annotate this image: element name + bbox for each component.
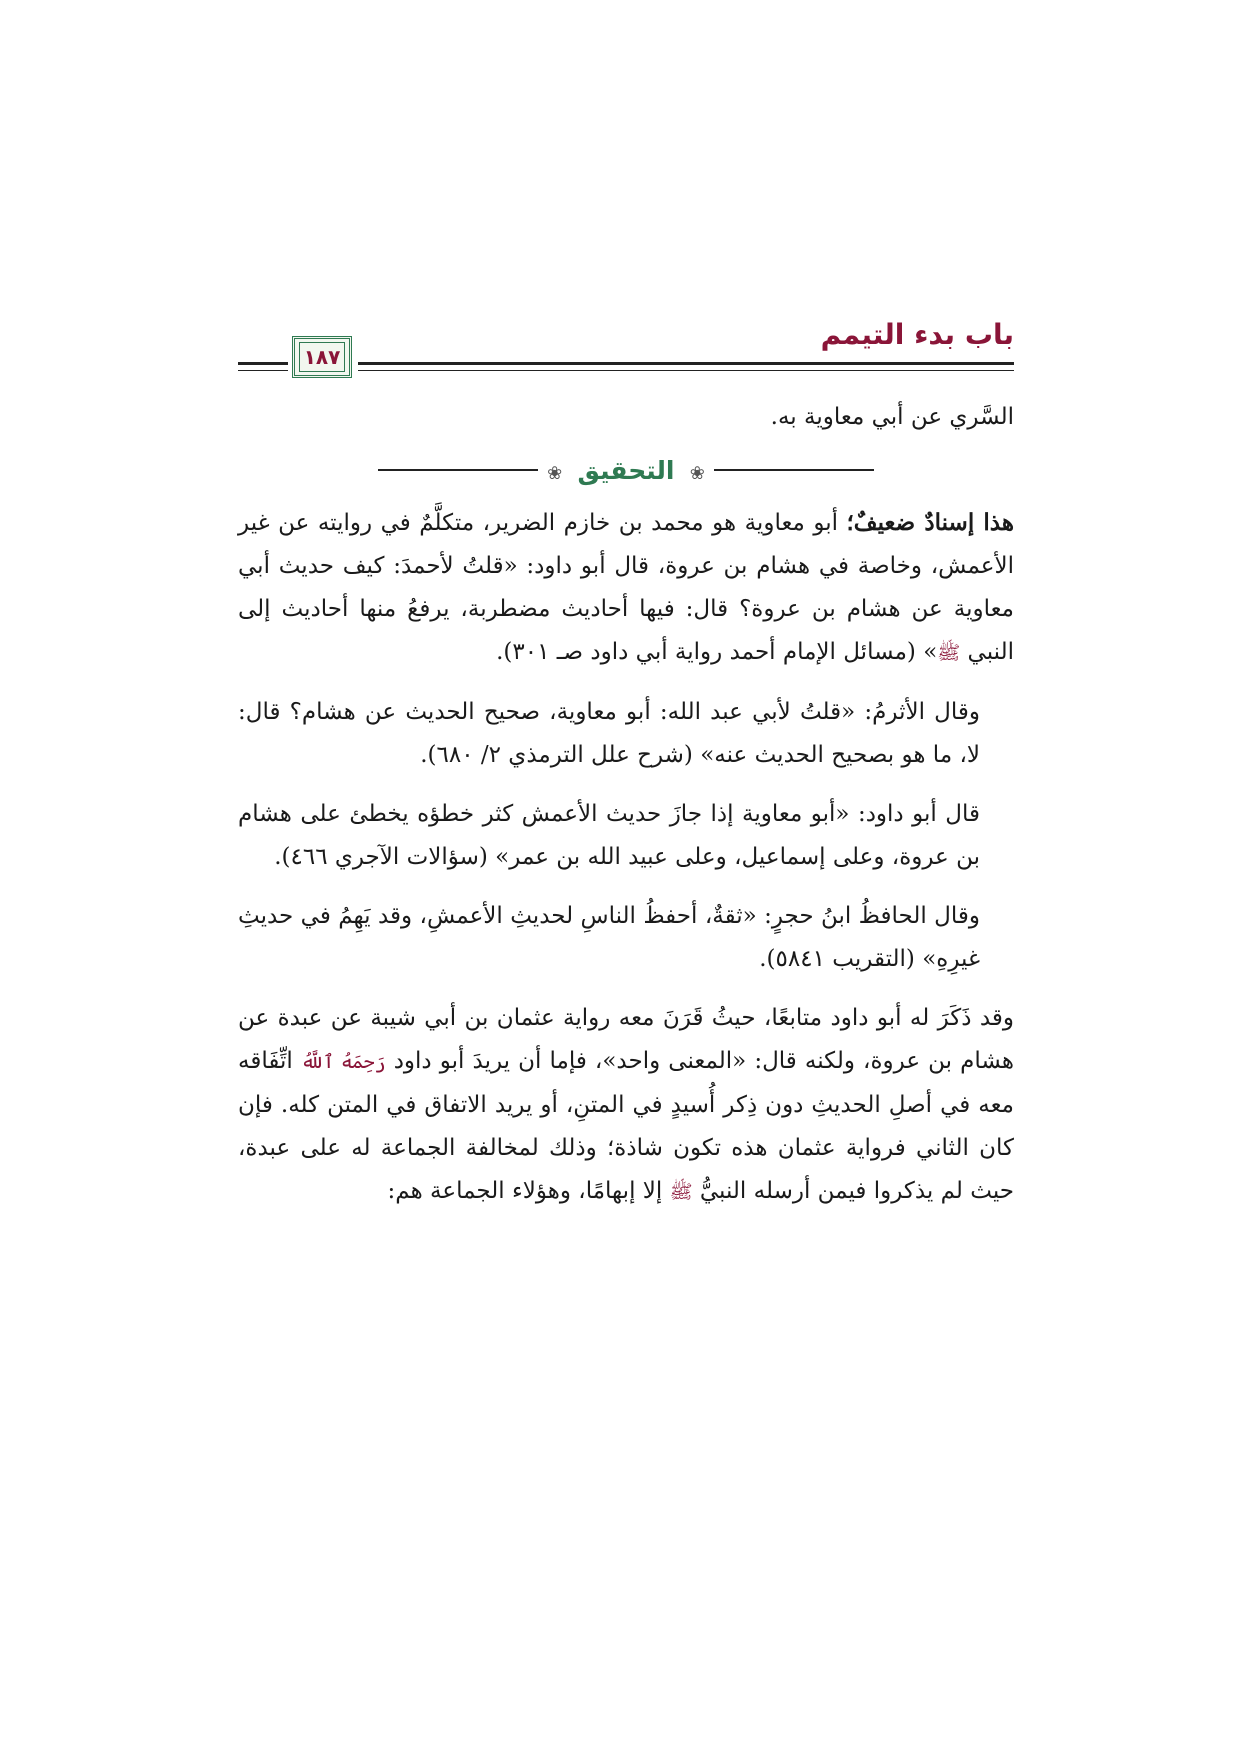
paragraph-text: اتِّفَاقه معه في أصلِ الحديثِ دون ذِكر أُسيدٍ في المتنِ، أو يريد الاتفاق في المتن كله. فإن كان الثاني فرواية عثمان هذه تكون شاذة؛ وذلك لمخالفة الجماعة له على عبدة، حيث لم يذكروا فيمن أرسله النبيُّ	[238, 1048, 1014, 1204]
divider-line-right	[714, 469, 874, 471]
page-header	[238, 318, 1014, 384]
ornament-icon: ❀	[689, 463, 705, 484]
page-number: ١٨٧	[299, 342, 345, 372]
paragraph-text: » (مسائل الإمام أحمد رواية أبي داود صـ ٣٠١).	[496, 639, 938, 665]
paragraph-lead: هذا إسنادٌ ضعيفٌ؛	[846, 509, 1014, 536]
chapter-title: باب بدء التيمم	[820, 318, 1014, 351]
paragraph	[238, 691, 1014, 777]
header-rule-thin	[358, 370, 1014, 371]
paragraph-text: وقال الحافظُ ابنُ حجرٍ: «ثقةٌ، أحفظُ الناسِ لحديثِ الأعمشِ، وقد يَهِمُ في حديثِ غيرِهِ» (التقريب ٥٨٤١).	[238, 903, 980, 972]
header-rule	[358, 362, 1014, 365]
paragraph	[238, 793, 1014, 879]
paragraph-text: أبو معاوية هو محمد بن خازم الضرير، متكلَّمٌ في روايته عن غير الأعمش، وخاصة في هشام بن عروة، قال أبو داود: «قلتُ لأحمدَ: كيف حديث أبي معاوية عن هشام بن عروة؟ قال: فيها أحاديث مضطربة، يرفعُ منها أحاديث إلى النبي	[238, 510, 1014, 665]
paragraph-text: إلا إبهامًا، وهؤلاء الجماعة هم:	[387, 1178, 670, 1204]
honorific-glyph: ﷺ	[669, 1181, 693, 1203]
paragraph-text: قال أبو داود: «أبو معاوية إذا جازَ حديث الأعمش كثر خطؤه يخطئ على هشام بن عروة، وعلى إسماعيل، وعلى عبيد الله بن عمر» (سؤالات الآجري ٤٦٦).	[238, 801, 980, 870]
paragraph-text: وقد ذَكَرَ له أبو داود متابعًا، حيثُ قَرَنَ معه رواية عثمان بن أبي شيبة عن عبدة عن هشام بن عروة، ولكنه قال: «المعنى واحد»، فإما أن يريدَ أبو داود	[238, 1005, 1015, 1074]
intro-line: السَّري عن أبي معاوية به.	[770, 404, 1014, 430]
section-title: التحقيق	[577, 456, 675, 485]
ornament-icon: ❀	[547, 463, 563, 484]
honorific-glyph: ﷺ	[937, 642, 961, 664]
header-rule-left-thin	[238, 370, 288, 371]
section-divider	[238, 449, 1014, 489]
header-rule-left	[238, 362, 288, 365]
paragraph-text: وقال الأثرمُ: «قلتُ لأبي عبد الله: أبو معاوية، صحيح الحديث عن هشام؟ قال: لا، ما هو بصحيح الحديث عنه» (شرح علل الترمذي ٢/ ٦٨٠).	[238, 699, 980, 768]
paragraph	[238, 501, 1014, 675]
paragraph	[238, 895, 1014, 981]
page-body	[238, 396, 1014, 1230]
honorific-glyph: رَحِمَهُ ٱللَّهُ	[300, 1051, 386, 1073]
paragraph	[238, 997, 1014, 1214]
page-number-frame	[292, 336, 352, 378]
divider-line-left	[378, 469, 538, 471]
